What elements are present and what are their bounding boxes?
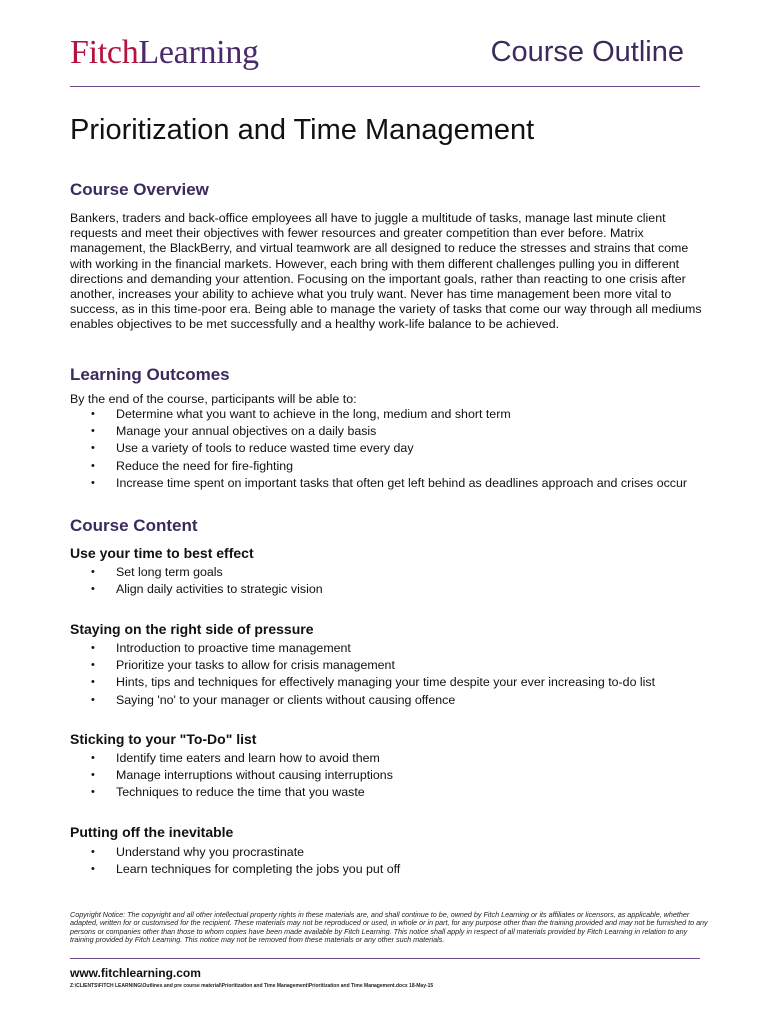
bullet-icon: • [91,442,95,455]
list-item-text: Techniques to reduce the time that you waste [116,785,365,800]
learning-outcomes-intro: By the end of the course, participants will be able to: [70,392,357,406]
bullet-icon: • [91,476,95,489]
list-item [70,862,710,877]
list-item-text: Use a variety of tools to reduce wasted time every day [116,441,414,456]
list-item-text: Determine what you want to achieve in the long, medium and short term [116,407,511,421]
bullet-icon: • [91,846,95,858]
course-overview-heading: Course Overview [70,180,209,199]
list-item [70,459,710,474]
bullet-icon: • [91,676,95,689]
list-item-text: Prioritize your tasks to allow for crisis management [116,658,395,673]
list-item [70,693,710,708]
section-title-procrastination: Putting off the inevitable [70,824,234,840]
list-item-text: Understand why you procrastinate [116,845,305,859]
logo-learning-text: Learning [138,34,259,71]
list-item-text: Hints, tips and techniques for effectively managing your time despite your ever increasing to-do list [116,675,656,690]
section-list-todo-list [70,751,710,803]
list-item [70,785,710,800]
bullet-icon: • [91,693,95,706]
learning-outcomes-list [70,407,710,493]
list-item [70,565,710,580]
list-item [70,768,710,783]
footer-file-path: Z:\CLIENTS\FITCH LEARNING\Outlines and pre course material\Prioritization and Time Management\Prioritization and Time Management.docx 18-May-15 [70,983,434,989]
list-item-text: Manage interruptions without causing interruptions [116,768,393,783]
section-list-best-effect [70,565,710,599]
bullet-icon: • [91,459,95,472]
course-overview-text: Bankers, traders and back-office employees all have to juggle a multitude of tasks, manage last minute client requests and meet their objectives with fewer resources and greater competition than ever before. Matrix management, the BlackBerry, and virtual teamwork are all designed to reduce the stresses and strains that come with working in the financial markets. However, each bring with them different challenges pulling you in different directions and demanding your attention. Focusing on the important goals, rather than reacting to one crisis after another, increases your ability to achieve what you truly want. Never has time management been more vital to success, as in this time-poor era. Being able to manage the variety of tasks that come our way through all mediums enables objectives to be met successfully and a healthy work-life balance to be achieved. [70,211,702,332]
footer-website-link[interactable]: www.fitchlearning.com [70,966,201,980]
list-item [70,476,710,491]
section-title-best-effect: Use your time to best effect [70,545,254,561]
learning-outcomes-heading: Learning Outcomes [70,365,230,384]
list-item [70,641,710,656]
list-item [70,675,710,690]
bullet-icon: • [91,786,95,799]
bullet-icon: • [91,752,95,764]
bullet-icon: • [91,863,95,876]
list-item [70,582,710,597]
logo-fitch-text: Fitch [70,34,139,71]
bullet-icon: • [91,769,95,782]
list-item [70,658,710,673]
bullet-icon: • [91,425,95,438]
list-item [70,424,710,439]
list-item-text: Align daily activities to strategic vision [116,582,323,597]
list-item-text: Manage your annual objectives on a daily basis [116,424,377,439]
bullet-icon: • [91,659,95,672]
document-type-label: Course Outline [490,36,684,68]
section-list-procrastination [70,845,710,879]
list-item-text: Reduce the need for fire-fighting [116,458,294,473]
page-title: Prioritization and Time Management [70,114,535,146]
list-item-text: Saying 'no' to your manager or clients without causing offence [116,692,456,707]
bullet-icon: • [91,642,95,654]
list-item [70,845,710,860]
list-item [70,751,710,766]
list-item [70,441,710,456]
section-title-pressure: Staying on the right side of pressure [70,621,314,637]
list-item-text: Increase time spent on important tasks that often get left behind as deadlines approach and crises occur [116,475,687,490]
section-list-pressure [70,641,710,710]
bullet-icon: • [91,566,95,578]
footer-divider [70,958,700,959]
bullet-icon: • [91,583,95,596]
header-divider [70,86,700,87]
bullet-icon: • [91,408,95,420]
course-content-heading: Course Content [70,516,198,535]
copyright-notice: Copyright Notice: The copyright and all other intellectual property rights in these materials are, and shall continue to be, owned by Fitch Learning or its affiliates or licensors, as applicable, whether adapted, written for or customised for the recipient. These materials may not be reproduced or used, in whole or in part, for any purpose other than the training provided and may not be furnished to any persons or companies other than those to whom copies have been made available by Fitch Learning. This notice shall apply in respect of all materials provided by Fitch Learning in relation to any training provided by Fitch Learning. This notice may not be removed from these materials or any other such materials. [70,910,708,945]
list-item-text: Introduction to proactive time management [116,641,351,655]
list-item-text: Set long term goals [116,565,223,579]
section-title-todo-list: Sticking to your "To-Do" list [70,731,257,747]
list-item-text: Identify time eaters and learn how to avoid them [116,751,380,765]
fitch-learning-logo [70,34,259,72]
list-item-text: Learn techniques for completing the jobs you put off [116,862,401,877]
list-item [70,407,710,422]
